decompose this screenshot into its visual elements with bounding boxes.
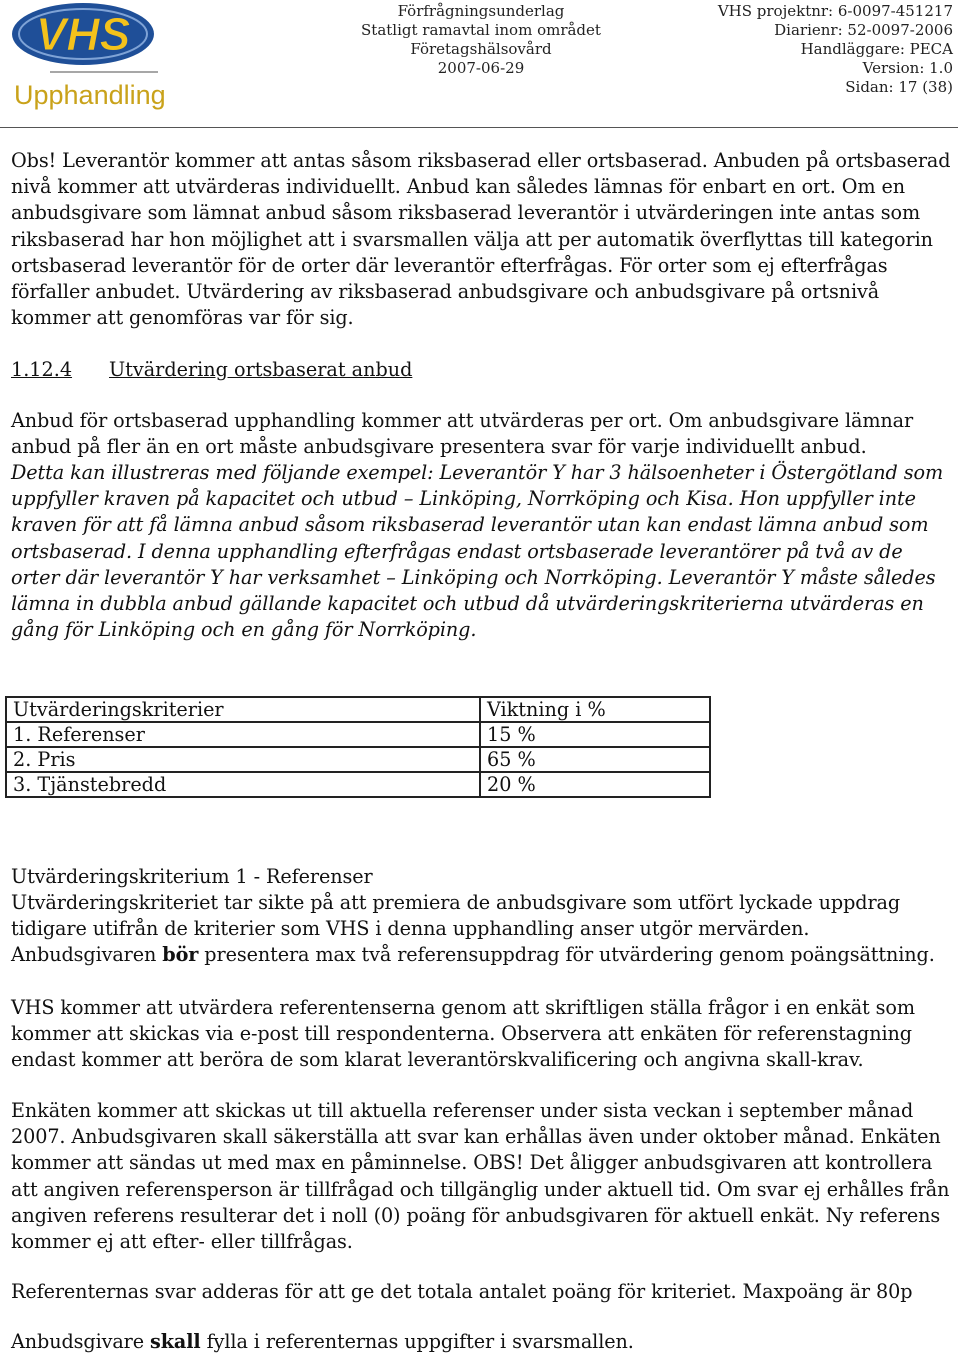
paragraph-obs: Obs! Leverantör kommer att antas såsom riksbaserad eller ortsbaserad. Anbuden på ortsbaserad nivå kommer att utvärderas individuellt. Anbud kan således lämnas för enbart en ort. Om en anbudsgivare som lämnat anbud såsom riksbaserad leverantör i utvärderingen inte antas som riksbaserad har hon möjlighet att i svarsmallen välja att per automatik överflyttas till kategorin ortsbaserad leverantör för de orter där leverantör efterfrågas. För orter som ej efterfrågas förfaller anbudet. Utvärdering av riksbaserad anbudsgivare och anbudsgivare på ortsnivå kommer att genomföras var för sig.: [11, 149, 951, 330]
table-row: [6, 747, 710, 772]
table-cell-weight: 65 %: [480, 747, 710, 772]
text-segment: fylla i referenternas uppgifter i svarsmallen.: [200, 1330, 634, 1353]
text-segment: presentera max två referensuppdrag för utvärdering genom poängsättning.: [198, 943, 935, 967]
header-project-number: VHS projektnr: 6-0097-451217: [717, 2, 953, 20]
text-segment: Utvärderingskriteriet tar sikte på att premiera de anbudsgivare som utfört lyckade uppdrag tidigare utifrån de kriterier som VHS i denna upphandling anser utgör mervärden. Anbudsgivaren: [11, 891, 901, 967]
table-cell-weight: 15 %: [480, 722, 710, 747]
criterion-1-paragraph-3: Enkäten kommer att skickas ut till aktuella referenser under sista veckan i september månad 2007. Anbudsgivaren skall säkerställa att svar kan erhållas även under oktober månad. Enkäten kommer att sändas ut med max en påminnelse. OBS! Det åligger anbudsgivaren att kontrollera att angiven referensperson är tillfrågad och tillgänglig under aktuell tid. Om svar ej erhålles från angiven referens resulterar det i noll (0) poäng för anbudsgivaren för aktuell enkät. Ny referens kommer ej att efter- eller tillfrågas.: [11, 1099, 950, 1254]
table-header-row: [6, 697, 710, 722]
paragraph-example: Detta kan illustreras med följande exempel: Leverantör Y har 3 hälsoenheter i Östergötland som uppfyller kraven på kapacitet och utbud – Linköping, Norrköping och Kisa. Hon uppfyller inte kraven för att få lämna anbud såsom riksbaserad leverantör utan kan endast lämna anbud som ortsbaserad. I denna upphandling efterfrågas endast ortsbaserade leverantörer på två av de orter där leverantör Y har verksamhet – Linköping och Norrköping. Leverantör Y måste således lämna in dubbla anbud gällande kapacitet och utbud då utvärderingskriterierna utvärderas en gång för Linköping och en gång för Norrköping.: [11, 461, 944, 642]
criteria-table: [5, 696, 711, 798]
table-cell-criterion: 3. Tjänstebredd: [6, 772, 480, 797]
vhs-upphandling-logo: [10, 0, 170, 112]
table-cell-criterion: 1. Referenser: [6, 722, 480, 747]
criterion-1-paragraph-1: [11, 890, 951, 969]
header-framework: Statligt ramavtal inom området: [361, 21, 601, 39]
header-divider: [0, 127, 958, 128]
table-cell-criterion: 2. Pris: [6, 747, 480, 772]
section-title: Utvärdering ortsbaserat anbud: [109, 358, 413, 381]
emphasis-skall: skall: [150, 1330, 201, 1353]
table-cell-weight: 20 %: [480, 772, 710, 797]
header-handler: Handläggare: PECA: [800, 40, 953, 58]
text-segment: Anbudsgivare: [11, 1330, 151, 1353]
criterion-1-paragraph-2: VHS kommer att utvärdera referentenserna genom att skriftligen ställa frågor i en enkät som kommer att skickas via e-post till respondenterna. Observera att enkäten för referenstagning endast kommer att beröra de som klarat leverantörskvalificering och angivna skall-krav.: [11, 996, 915, 1072]
logo-sub-text: Upphandling: [14, 80, 166, 110]
header-area: Företagshälsovård: [410, 40, 552, 58]
header-page-number: Sidan: 17 (38): [845, 78, 953, 96]
criterion-1-paragraph-4: Referenternas svar adderas för att ge det totala antalet poäng för kriteriet. Maxpoäng är 80p: [11, 1280, 913, 1303]
table-header-weight: Viktning i %: [480, 697, 710, 722]
table-row: [6, 772, 710, 797]
logo-brand-text: VHS: [35, 8, 131, 60]
criterion-1-title: Utvärderingskriterium 1 - Referenser: [11, 865, 373, 888]
section-heading: [11, 357, 412, 383]
emphasis-bor: bör: [162, 943, 199, 967]
header-diary-number: Diarienr: 52-0097-2006: [774, 21, 953, 39]
header-doc-type: Förfrågningsunderlag: [397, 2, 565, 20]
table-row: [6, 722, 710, 747]
section-number: 1.12.4: [11, 358, 73, 381]
table-header-criteria: Utvärderingskriterier: [6, 697, 480, 722]
header-version: Version: 1.0: [862, 59, 953, 77]
criterion-1-paragraph-5: [11, 1329, 951, 1355]
header-date: 2007-06-29: [437, 59, 525, 77]
paragraph-ort: Anbud för ortsbaserad upphandling kommer att utvärderas per ort. Om anbudsgivare lämnar anbud på fler än en ort måste anbudsgivare presentera svar för varje individuellt anbud.: [11, 409, 914, 459]
